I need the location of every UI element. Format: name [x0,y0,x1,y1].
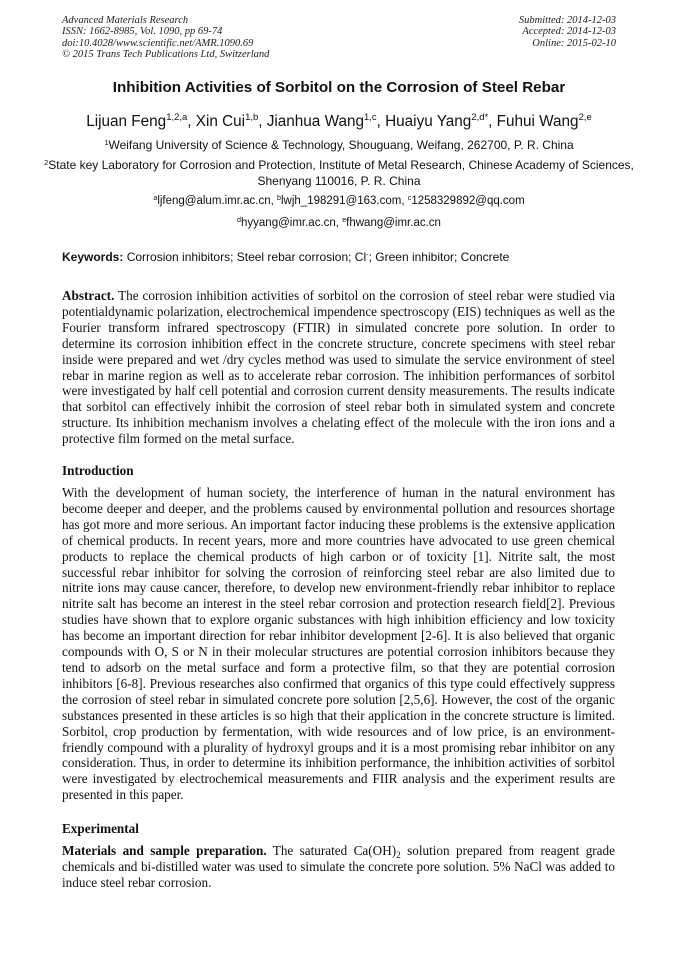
abstract-text: The corrosion inhibition activities of sorbitol on the corrosion of steel rebar were studied via potentialdynamic polarization, electrochemical impendence spectroscopy (EIS) techniques as well as the Fourier transform infrared spectroscopy (FTIR) in simulated concrete pore solution. In order to determine its corrosion inhibition effect in the concrete structure, concrete specimens with steel rebar inside were prepared and wet /dry cycles method was used to simulate the service environment of steel rebar in marine region as well as to accelerate rebar corrosion. The inhibition performances of sorbitol were investigated by half cell potential and corrosion current density measurements. The results indicate that sorbitol can effectively inhibit the corrosion of steel rebar both in simulated system and concrete structure. Its inhibition mechanism involves a chelating effect of the molecule with the iron ions and a protective film formed on the metal surface. [62,288,615,447]
keywords-line [62,250,617,264]
affiliation-1 [40,138,638,154]
author-separator: , [376,113,386,130]
email-mark: b [277,193,281,202]
abstract-label: Abstract. [62,288,115,303]
introduction-paragraph: With the development of human society, the interference of human in the natural environment has become deeper and deeper, and the problems caused by environmental pollution and resources shortage has got more and more serious. An important factor inducing these problems is the extensive application of chemical products. In recent years, more and more countries have advocated to use green chemical products to replace the chemical products of high carbon or of toxicity [1]. Nitrite salt, the most successful rebar inhibitor for solving the corrosion of reinforcing steel rebar are also limited due to nitrite ions may cause cancer, therefore, to develop new environment-friendly rebar inhibitor to replace nitrite salt has become an interest in the steel rebar corrosion and protection research field[2]. Previous studies have shown that to explore organic substances with high inhibition efficiency and low toxicity has become an important direction for rebar inhibitor development [2-6]. It is also believed that organic compounds with O, S or N in their molecular structures are potential corrosion inhibitors because they tend to adsorb on the metal surface and form a protective film, so that they are potential corrosion inhibitors [6-8]. Previous researches also confirmed that organics of this type could effectively suppress the corrosion of steel rebar in simulated concrete pore solution [2,5,6]. However, the cost of the organic substances presented in these articles is so high that their application in the concrete structure is limited. Sorbitol, crop production by fermentation, with wide resources and of low price, is an environment-friendly compound with a plurality of hydroxyl groups and it is a most promising rebar inhibitor on any consideration. Thus, in order to determine its inhibition performance, the inhibition activities of sorbitol were investigated by electrochemical measurements and FIIR analysis and the experiment results are presented in this paper. [62,485,615,803]
journal-name: Advanced Materials Research [62,15,189,26]
copyright-line: © 2015 Trans Tech Publications Ltd, Switzerland [62,49,270,61]
accepted-date: Accepted: 2014-12-03 [522,26,616,38]
email-address[interactable]: hyyang@imr.ac.cn, [241,217,343,229]
author-name: Jianhua Wang [266,113,364,130]
paper-title: Inhibition Activities of Sorbitol on the Corrosion of Steel Rebar [112,79,566,96]
chloride-charge: - [366,249,369,259]
author-affiliation-mark: 1,2,a [166,112,188,124]
email-address[interactable]: lwjh_198291@163.com, [280,195,408,207]
journal-header [62,15,269,61]
author-affiliation-mark: 1,c [363,112,377,124]
online-date: Online: 2015-02-10 [532,37,616,49]
author-separator: , [258,113,267,130]
author-name: Huaiyu Yang [385,113,472,130]
author-name: Lijuan Feng [86,113,167,130]
affiliation-2 [40,158,638,189]
email-mark: e [342,215,347,224]
author-affiliation-mark: 2,d* [471,112,489,124]
email-line-2 [40,216,638,232]
experimental-heading: Experimental [62,821,139,836]
introduction-heading: Introduction [62,463,134,478]
affiliation-text: State key Laboratory for Corrosion and Protection, Institute of Metal Research, Chinese Academy of Sciences, Shenyang 110016, P. R. China [48,158,634,188]
author-separator: , [187,113,196,130]
email-address[interactable]: fhwang@imr.ac.cn [346,217,441,229]
abstract-paragraph [62,288,615,447]
experimental-paragraph [62,843,615,891]
email-address[interactable]: ljfeng@alum.imr.ac.cn, [157,195,278,207]
keywords-label: Keywords: [62,250,124,264]
experimental-text: The saturated Ca(OH) [266,843,397,858]
issn-line: ISSN: 1662-8985, Vol. 1090, pp 69-74 [62,26,223,38]
email-address[interactable]: 1258329892@qq.com [411,195,525,207]
affiliation-text: Weifang University of Science & Technology, Shouguang, Weifang, 262700, P. R. China [108,138,574,152]
email-mark: c [407,193,412,202]
dates-header [519,15,616,49]
author-affiliation-mark: 1,b [245,112,259,124]
author-separator: , [488,113,497,130]
email-mark: d [237,215,242,224]
author-name: Fuhui Wang [496,113,579,130]
materials-subheading: Materials and sample preparation. [62,843,267,858]
keywords-text: Corrosion inhibitors; Steel rebar corrosion; Cl [123,250,367,264]
affiliation-number: 2 [44,157,49,167]
experimental-text-rest: solution prepared from reagent grade chemicals and bi-distilled water was used to simulate the concrete pore solution. 5% NaCl was added to induce steel rebar corrosion. [62,843,615,890]
affiliation-number: 1 [104,137,109,147]
email-line-1 [40,194,638,210]
formula-subscript: 2 [396,849,401,860]
email-mark: a [153,193,158,202]
keywords-text-rest: ; Green inhibitor; Concrete [368,250,510,264]
author-affiliation-mark: 2,e [578,112,592,124]
author-name: Xin Cui [195,113,246,130]
author-list [20,113,658,131]
doi-line[interactable]: doi:10.4028/www.scientific.net/AMR.1090.69 [62,37,254,49]
submitted-date: Submitted: 2014-12-03 [518,15,616,26]
